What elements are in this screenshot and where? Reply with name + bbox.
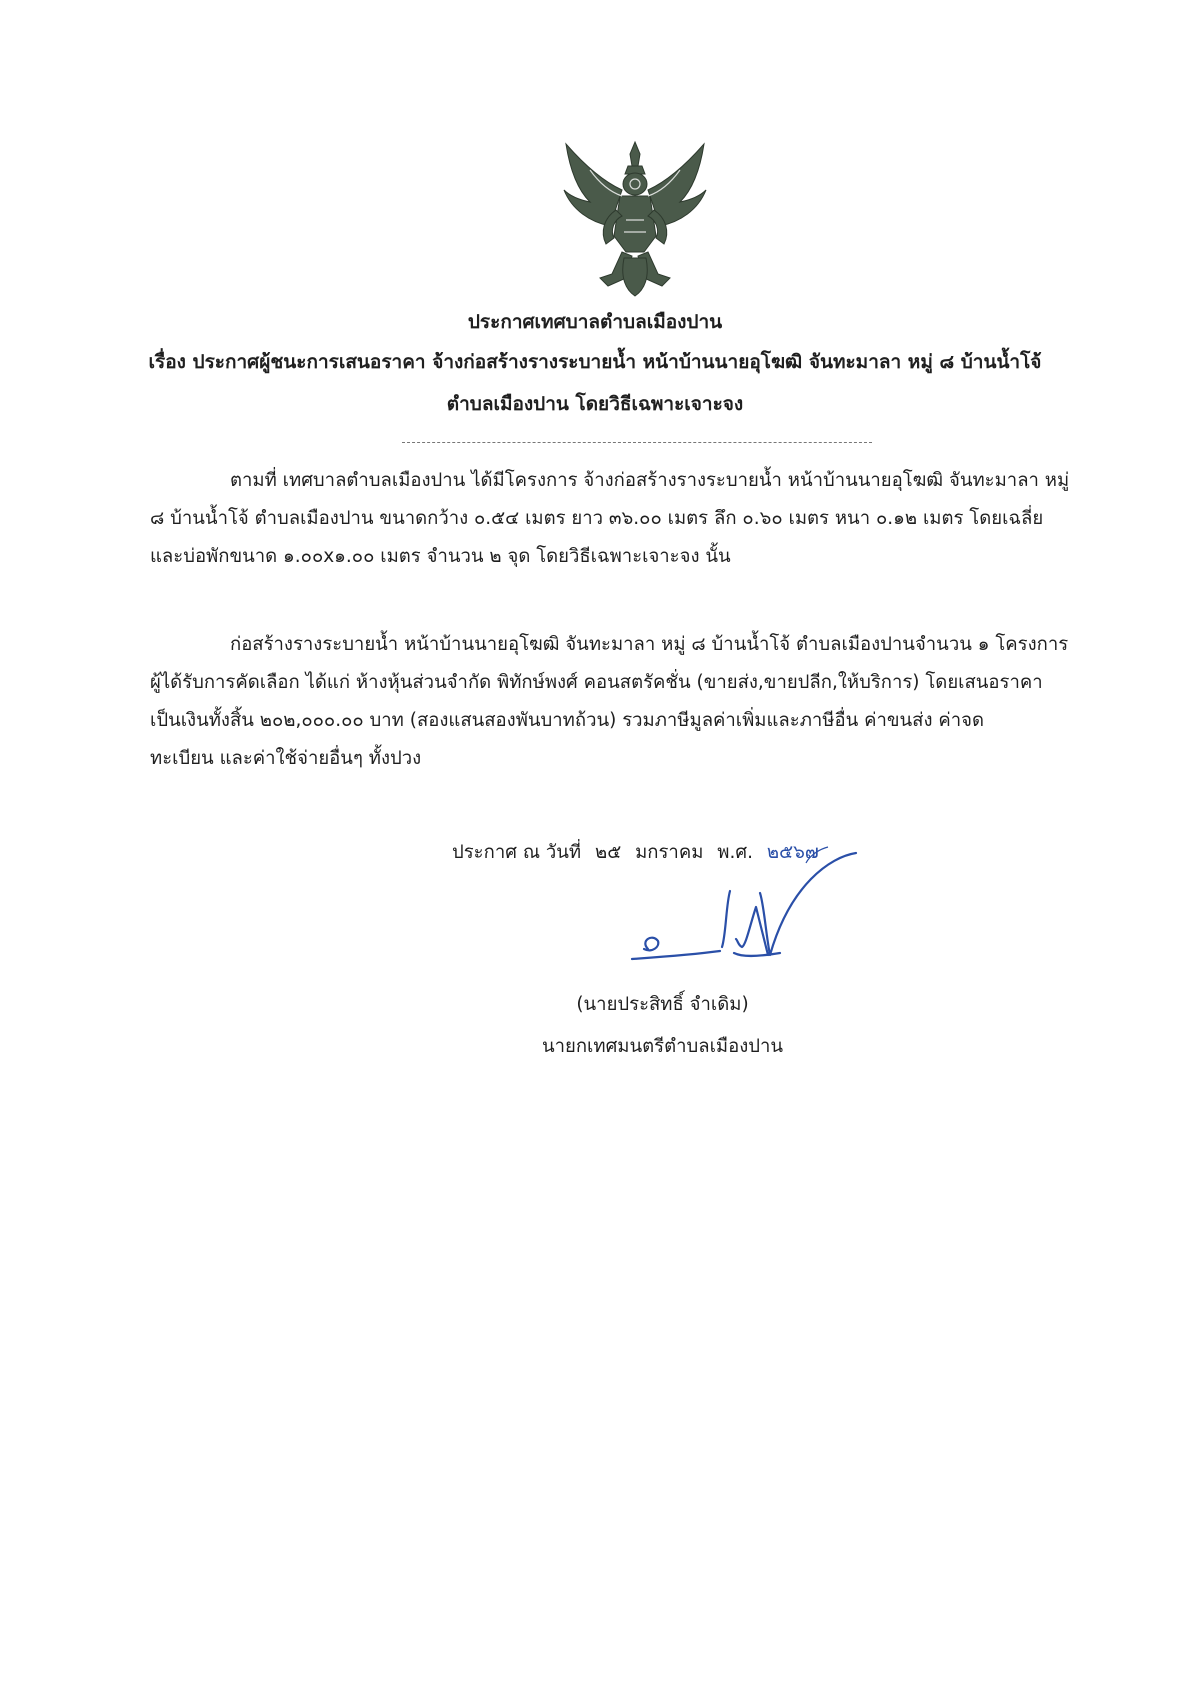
announce-day: ๒๕ bbox=[595, 842, 622, 863]
announce-era: พ.ศ. bbox=[717, 842, 753, 863]
paragraph-line: ก่อสร้างรางระบายน้ำ หน้าบ้านนายอุโฆฒิ จันทะมาลา หมู่ ๘ บ้านน้ำโจ้ ตำบลเมืองปานจำนวน ๑ โครงการ bbox=[230, 634, 1069, 655]
handwritten-signature-icon bbox=[630, 845, 860, 975]
paragraph-line: ผู้ได้รับการคัดเลือก ได้แก่ ห้างหุ้นส่วนจำกัด พิทักษ์พงศ์ คอนสตรัคชั่น (ขายส่ง,ขายปลีก,ให้บริการ) โดยเสนอราคา bbox=[150, 672, 1043, 693]
announce-year: ๒๕๖๗ bbox=[766, 842, 819, 863]
garuda-emblem-icon bbox=[560, 140, 710, 300]
signer-position: นายกเทศมนตรีตำบลเมืองปาน bbox=[541, 1036, 784, 1057]
subject-line-2: ตำบลเมืองปาน โดยวิธีเฉพาะเจาะจง bbox=[446, 393, 744, 415]
subject-line-1: เรื่อง ประกาศผู้ชนะการเสนอราคา จ้างก่อสร้างรางระบายน้ำ หน้าบ้านนายอุโฆฒิ จันทะมาลา หมู่ ๘ บ้านน้ำโจ้ bbox=[148, 351, 1042, 373]
paragraph-line: ตามที่ เทศบาลตำบลเมืองปาน ได้มีโครงการ จ้างก่อสร้างรางระบายน้ำ หน้าบ้านนายอุโฆฒิ จันทะมาลา หมู่ bbox=[230, 470, 1070, 491]
paragraph-line: และบ่อพักขนาด ๑.๐๐x๑.๐๐ เมตร จำนวน ๒ จุด โดยวิธีเฉพาะเจาะจง นั้น bbox=[150, 546, 731, 567]
paragraph-line: ทะเบียน และค่าใช้จ่ายอื่นๆ ทั้งปวง bbox=[150, 748, 422, 769]
announce-prefix: ประกาศ ณ วันที่ bbox=[452, 842, 582, 863]
paragraph-line: ๘ บ้านน้ำโจ้ ตำบลเมืองปาน ขนาดกว้าง ๐.๕๔ เมตร ยาว ๓๖.๐๐ เมตร ลึก ๐.๖๐ เมตร หนา ๐.๑๒ เมตร โดยเฉลี่ย bbox=[150, 508, 1044, 529]
paragraph-project bbox=[150, 462, 1120, 576]
signer-name: (นายประสิทธิ์ จำเดิม) bbox=[576, 994, 749, 1015]
paragraph-line: เป็นเงินทั้งสิ้น ๒๐๒,๐๐๐.๐๐ บาท (สองแสนสองพันบาทถ้วน) รวมภาษีมูลค่าเพิ่มและภาษีอื่น ค่าขนส่ง ค่าจด bbox=[150, 710, 984, 731]
dashed-divider bbox=[402, 442, 872, 443]
announce-month: มกราคม bbox=[635, 842, 704, 863]
announcement-title: ประกาศเทศบาลตำบลเมืองปาน bbox=[467, 311, 723, 333]
paragraph-winner bbox=[150, 626, 1120, 778]
